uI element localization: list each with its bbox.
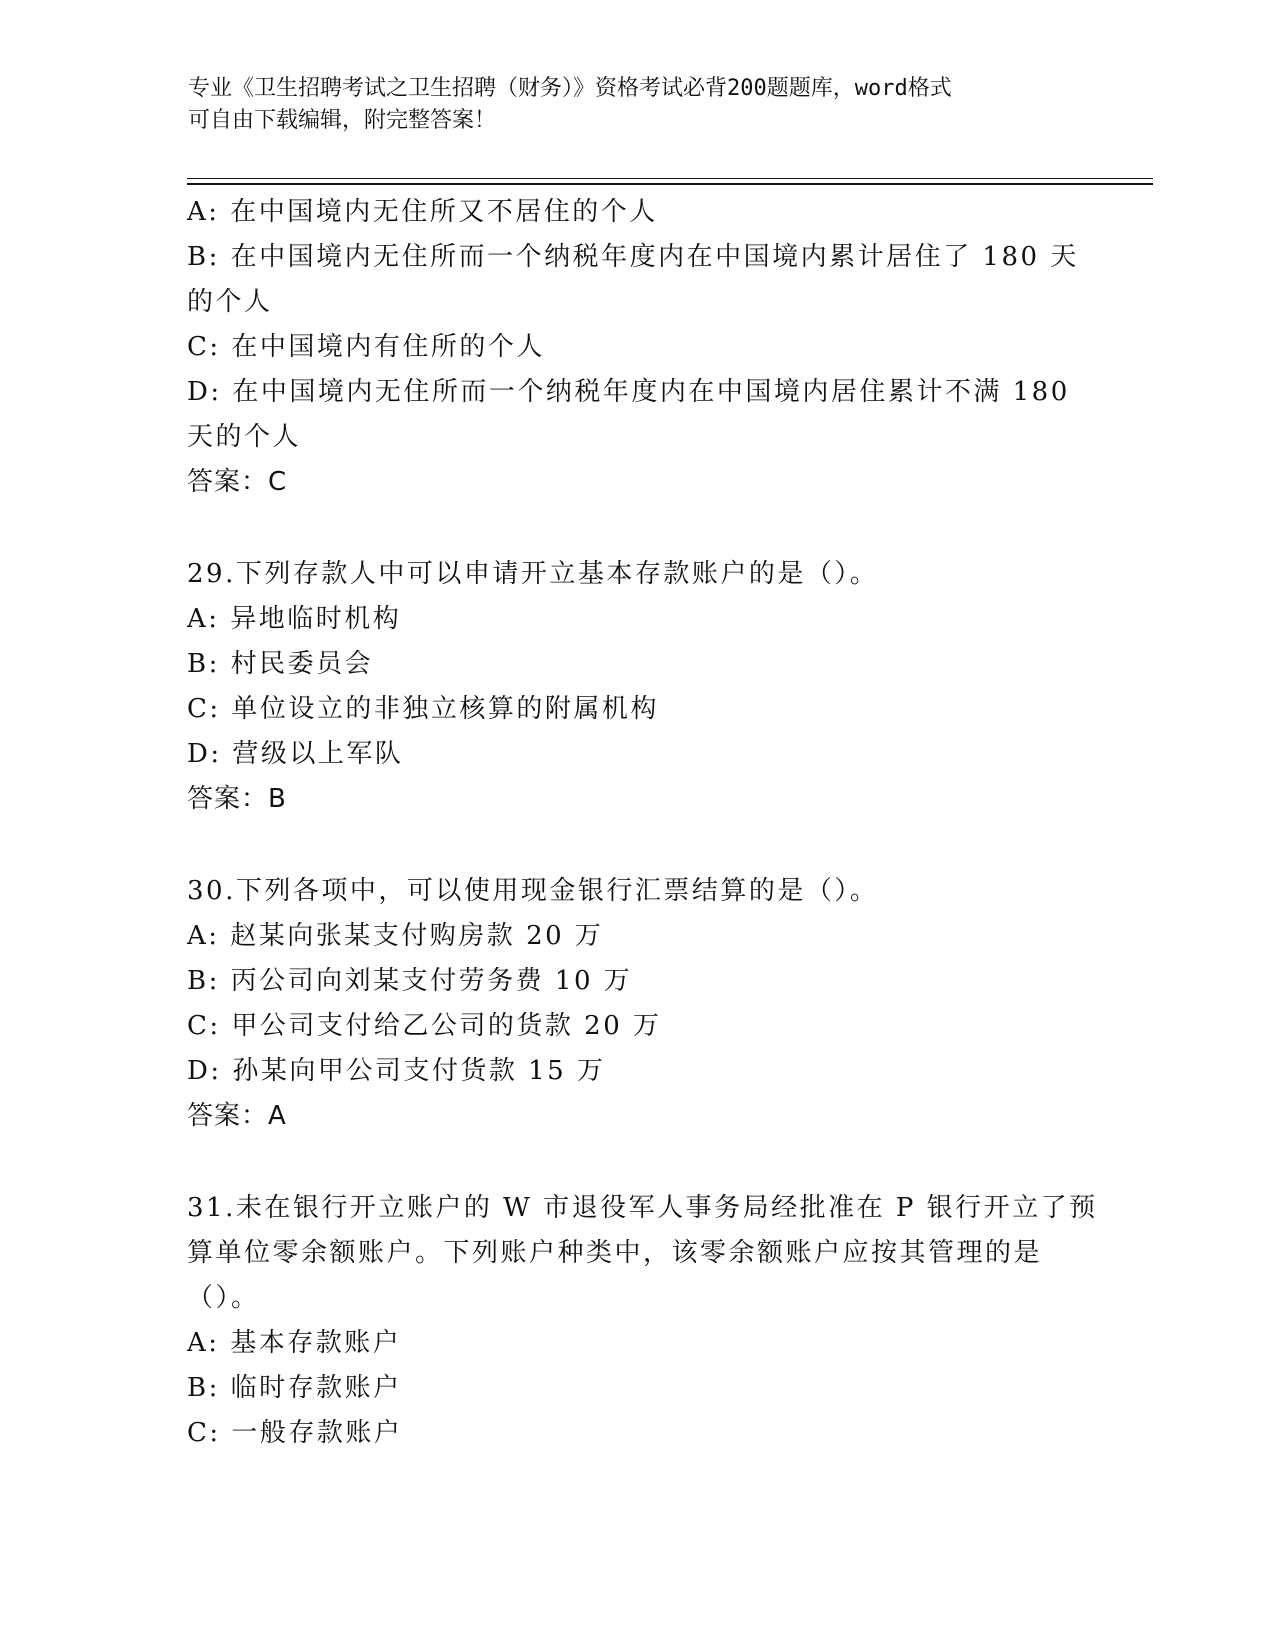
option-d-line-2: 天的个人 (187, 422, 302, 452)
option-b: B: 丙公司向刘某支付劳务费 10 万 (187, 966, 633, 996)
option-d-line-1: D: 在中国境内无住所而一个纳税年度内在中国境内居住累计不满 180 (187, 377, 1070, 407)
option-b-line-2: 的个人 (187, 287, 273, 317)
option-a: A: 基本存款账户 (187, 1328, 402, 1358)
option-b-line-1: B: 在中国境内无住所而一个纳税年度内在中国境内累计居住了 180 天 (187, 242, 1079, 272)
option-a: A: 异地临时机构 (187, 604, 402, 634)
header-title-line-2: 可自由下载编辑，附完整答案！ (188, 108, 497, 133)
question-29 (187, 552, 1087, 822)
option-c: C: 在中国境内有住所的个人 (187, 332, 545, 362)
option-d: D: 营级以上军队 (187, 739, 404, 769)
question-stem: 29.下列存款人中可以申请开立基本存款账户的是（）。 (187, 559, 879, 589)
question-28-continued (187, 190, 1087, 505)
question-list (187, 190, 1098, 1456)
option-c: C: 一般存款账户 (187, 1418, 403, 1448)
option-a: A: 在中国境内无住所又不居住的个人 (187, 197, 658, 227)
option-b: B: 临时存款账户 (187, 1373, 402, 1403)
document-header (188, 73, 1088, 137)
spacer (187, 822, 1087, 869)
answer: 答案：B (187, 784, 287, 814)
header-divider-thin (187, 178, 1153, 179)
spacer (187, 505, 1087, 552)
answer: 答案：C (187, 467, 288, 497)
answer: 答案：A (187, 1101, 287, 1131)
option-b: B: 村民委员会 (187, 649, 374, 679)
question-stem-line-2: 算单位零余额账户。下列账户种类中，该零余额账户应按其管理的是 (187, 1238, 1043, 1268)
question-31 (187, 1186, 1098, 1456)
question-30 (187, 869, 1087, 1139)
option-c: C: 甲公司支付给乙公司的货款 20 万 (187, 1011, 662, 1041)
option-a: A: 赵某向张某支付购房款 20 万 (187, 921, 604, 951)
header-divider-thick (187, 183, 1153, 185)
spacer (187, 1139, 1087, 1186)
question-stem-line-1: 31.未在银行开立账户的 W 市退役军人事务局经批准在 P 银行开立了预 (187, 1193, 1098, 1223)
question-stem-line-3: （）。 (187, 1283, 260, 1313)
option-d: D: 孙某向甲公司支付货款 15 万 (187, 1056, 606, 1086)
question-stem: 30.下列各项中，可以使用现金银行汇票结算的是（）。 (187, 876, 879, 906)
header-title-line-1: 专业《卫生招聘考试之卫生招聘（财务）》资格考试必背200题题库，word格式 (188, 76, 952, 101)
option-c: C: 单位设立的非独立核算的附属机构 (187, 694, 659, 724)
